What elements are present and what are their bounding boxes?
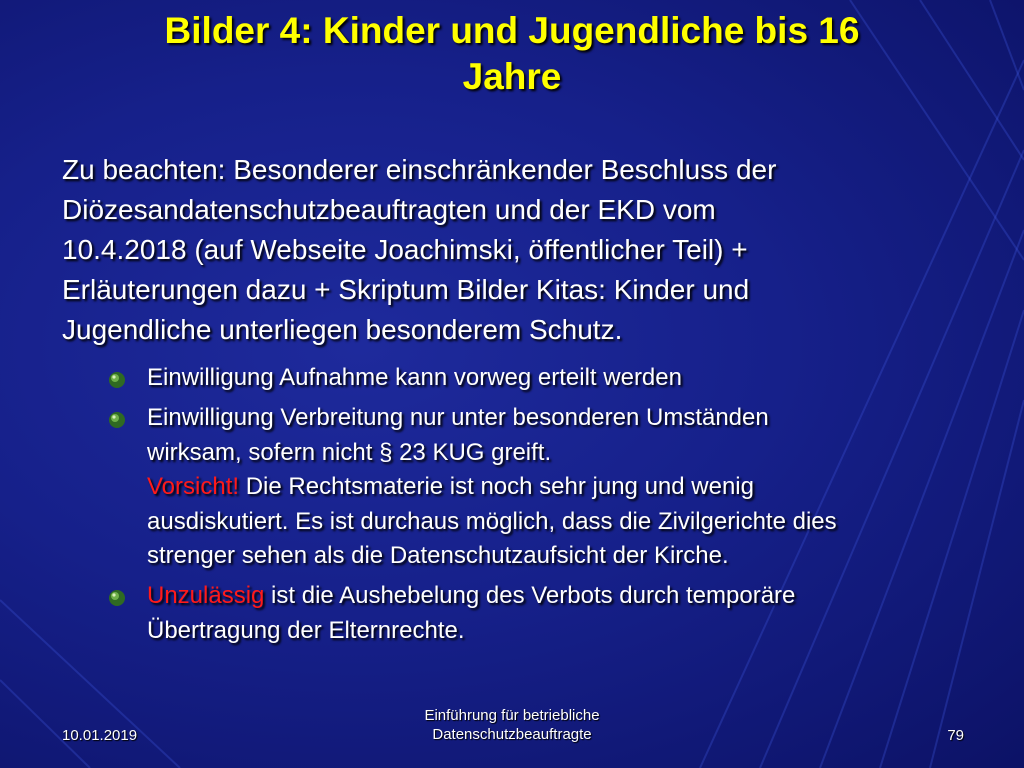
slide-title-line-1: Bilder 4: Kinder und Jugendliche bis 16	[164, 10, 860, 51]
emphasis-label: Unzulässig	[147, 582, 265, 609]
bullet-3-line-2: Übertragung der Elternrechte.	[147, 616, 465, 644]
intro-line-2: Diözesandatenschutzbeauftragten und der EKD vom	[62, 194, 716, 225]
bullet-ball-icon	[108, 371, 126, 389]
intro-line-4: Erläuterungen dazu + Skriptum Bilder Kitas: Kinder und	[62, 274, 750, 305]
bullet-ball-icon	[108, 411, 126, 429]
bullet-ball-icon	[108, 589, 126, 607]
warning-label: Vorsicht!	[147, 473, 240, 500]
slide-title	[40, 8, 984, 100]
intro-line-3: 10.4.2018 (auf Webseite Joachimski, öffentlicher Teil) +	[62, 234, 748, 265]
page-number: 79	[947, 727, 964, 744]
bullet-2-line-5: strenger sehen als die Datenschutzaufsicht der Kirche.	[147, 542, 729, 569]
bullet-2-line-1: Einwilligung Verbreitung nur unter besonderen Umständen	[147, 404, 769, 431]
footer-title-line-2: Datenschutzbeauftragte	[432, 726, 592, 743]
footer-title	[362, 706, 662, 744]
footer-date: 10.01.2019	[62, 727, 138, 744]
intro-line-1: Zu beachten: Besonderer einschränkender Beschluss der	[62, 154, 777, 185]
bullet-2-line-4: ausdiskutiert. Es ist durchaus möglich, dass die Zivilgerichte dies	[147, 507, 837, 535]
footer-title-line-1: Einführung für betriebliche	[424, 707, 600, 724]
bullet-2-text	[147, 401, 988, 574]
bullet-3-line-1-rest: ist die Aushebelung des Verbots durch temporäre	[264, 582, 796, 609]
bullet-2-line-3-rest: Die Rechtsmaterie ist noch sehr jung und wenig	[239, 473, 754, 500]
bullet-2-line-3	[147, 470, 988, 505]
intro-line-5: Jugendliche unterliegen besonderem Schutz.	[62, 314, 623, 345]
slide-title-line-2: Jahre	[462, 56, 562, 97]
bullet-3-line-1	[147, 579, 988, 614]
intro-paragraph	[62, 150, 942, 350]
bullet-1-text: Einwilligung Aufnahme kann vorweg erteilt werden	[147, 364, 682, 391]
bullet-2-line-2: wirksam, sofern nicht § 23 KUG greift.	[147, 438, 552, 466]
bullet-3-text	[147, 579, 988, 648]
